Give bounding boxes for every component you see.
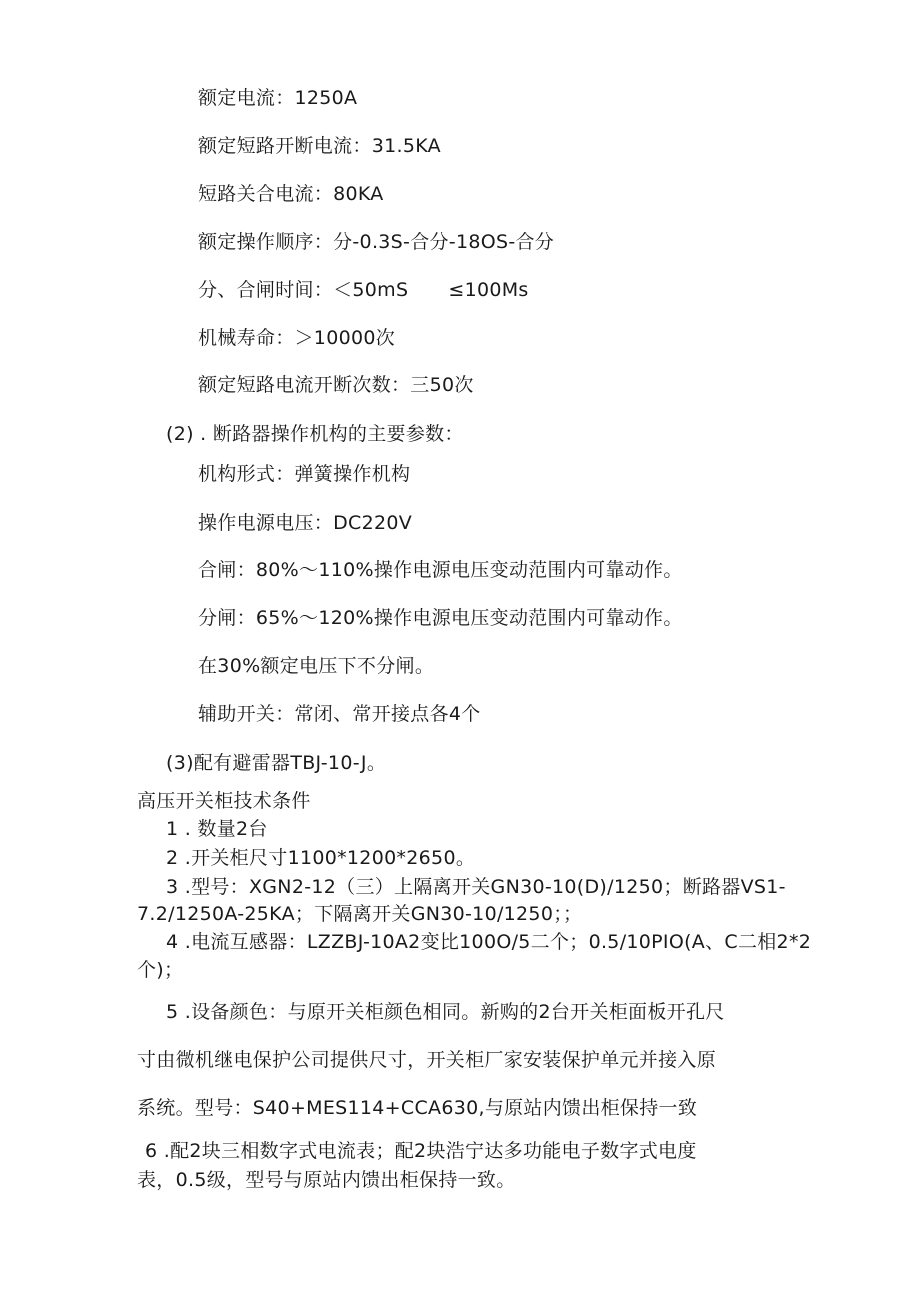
spec-item-4-line2: 个)； <box>137 959 184 981</box>
section3-text: (3)配有避雷器TBJ-10-J。 <box>166 752 387 774</box>
section2-aux-switch: 辅助开关：常闭、常开接点各4个 <box>198 703 481 725</box>
spec-item-2: 2 .开关柜尺寸1100*1200*2650。 <box>166 847 476 869</box>
spec-item-3-line1: 3 .型号：XGN2-12（三）上隔离开关GN30-10(D)/1250；断路器VS1- <box>166 876 786 898</box>
section2-no-open: 在30%额定电压下不分闸。 <box>198 655 435 677</box>
param-break-count: 额定短路电流开断次数：三50次 <box>198 374 474 396</box>
spec-item-3-line2: 7.2/1250A-25KA；下隔离开关GN30-10/1250；； <box>137 903 583 925</box>
section2-close: 合闸：80%〜110%操作电源电压变动范围内可靠动作。 <box>198 559 683 581</box>
spec-item-6-line1: 6 .配2块三相数字式电流表；配2块浩宁达多功能电子数字式电度 <box>145 1140 697 1162</box>
spec-item-5-line2: 寸由微机继电保护公司提供尺寸，开关柜厂家安装保护单元并接入原 <box>137 1049 717 1071</box>
section2-open: 分闸：65%〜120%操作电源电压变动范围内可靠动作。 <box>198 607 683 629</box>
spec-item-4-line1: 4 .电流互感器：LZZBJ-10A2变比100O/5二个；0.5/10PIO(A、C二相2*2 <box>166 931 812 953</box>
section2-mech-type: 机构形式：弹簧操作机构 <box>198 463 411 485</box>
param-rated-current: 额定电流：1250A <box>198 87 358 109</box>
section2-heading: (2) . 断路器操作机构的主要参数： <box>166 423 464 445</box>
param-time-b: ≤100Ms <box>448 279 529 301</box>
spec-item-5-line3: 系统。型号：S40+MES114+CCA630,与原站内馈出柜保持一致 <box>137 1097 698 1119</box>
param-switch-time <box>198 278 529 302</box>
spec-item-6-line2: 表，0.5级，型号与原站内馈出柜保持一致。 <box>137 1169 516 1191</box>
param-short-make: 短路关合电流：80KA <box>198 183 384 205</box>
param-rated-short-break: 额定短路开断电流：31.5KA <box>198 135 441 157</box>
spec-item-1: 1 . 数量2台 <box>166 818 268 840</box>
param-time-a: 分、合闸时间：＜50mS <box>198 279 409 301</box>
section2-op-voltage: 操作电源电压：DC220V <box>198 512 413 534</box>
spec-item-5-line1: 5 .设备颜色：与原开关柜颜色相同。新购的2台开关柜面板开孔尺 <box>166 1001 725 1023</box>
param-mech-life: 机械寿命：＞10000次 <box>198 327 396 349</box>
param-op-sequence: 额定操作顺序：分-0.3S-合分-18OS-合分 <box>198 231 555 253</box>
spec-title: 高压开关柜技术条件 <box>137 790 311 812</box>
